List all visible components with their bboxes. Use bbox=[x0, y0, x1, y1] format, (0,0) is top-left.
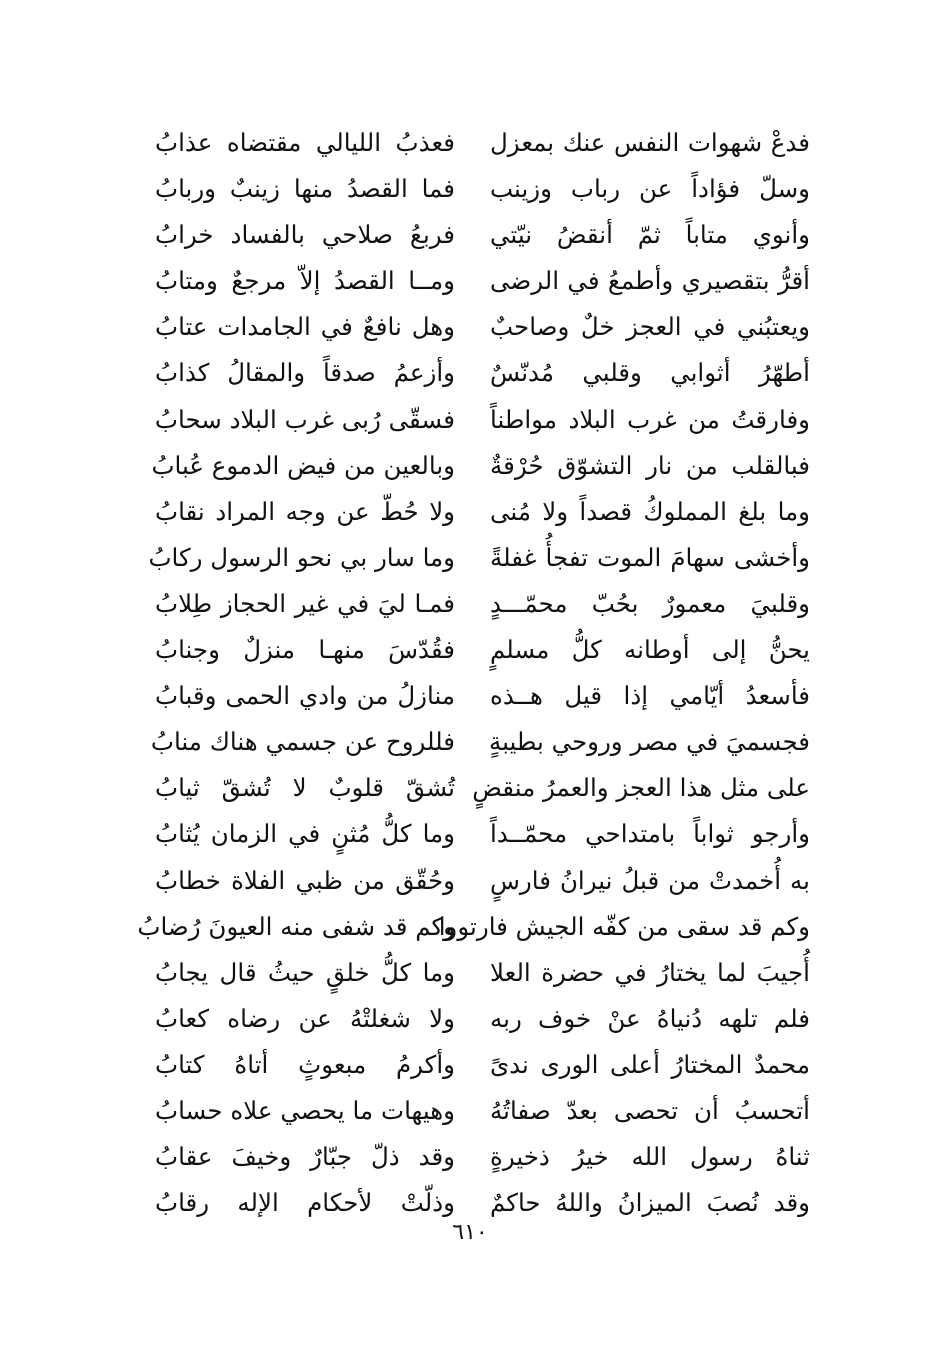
verse-first-hemistich: فأسعدُ أيّامي إذا قيل هــذه bbox=[490, 681, 810, 711]
verse-first-hemistich: ويعتبُني في العجز خلٌ وصاحبٌ bbox=[490, 312, 810, 342]
verse-second-hemistich: فللروح عن جسمي هناك منابُ bbox=[150, 727, 455, 757]
verse-second-hemistich: فسقّى رُبى غرب البلاد سحابُ bbox=[154, 404, 455, 434]
verse-first-hemistich: وسلّ فؤاداً عن رباب وزينب bbox=[490, 174, 810, 204]
verse bbox=[0, 719, 940, 765]
verse bbox=[0, 535, 940, 581]
verse bbox=[0, 304, 940, 350]
verse-first-hemistich: وما بلغ المملوكُ قصداً ولا مُنى bbox=[490, 496, 810, 526]
verse bbox=[0, 1134, 940, 1180]
poem bbox=[0, 120, 940, 1226]
verse bbox=[0, 258, 940, 304]
verse-first-hemistich: به أُخمدتْ من قبلُ نيرانُ فارسٍ bbox=[490, 865, 810, 895]
verse bbox=[0, 489, 940, 535]
verse-second-hemistich: وما سار بي نحو الرسول ركابُ bbox=[148, 542, 455, 572]
verse bbox=[0, 765, 940, 811]
verse-first-hemistich: ثناهُ رسول الله خيرُ ذخيرةٍ bbox=[490, 1142, 810, 1172]
verse-first-hemistich: على مثل هذا العجز والعمرُ منقضٍ bbox=[472, 773, 810, 803]
verse-first-hemistich: أتحسبُ أن تحصى بعدّ صفاتُهُ bbox=[490, 1095, 810, 1125]
verse bbox=[0, 627, 940, 673]
verse-first-hemistich: فلم تلهه دُنياهُ عنْ خوف ربه bbox=[490, 1003, 810, 1033]
verse-first-hemistich: محمدٌ المختارُ أعلى الورى ندىً bbox=[490, 1049, 810, 1079]
verse bbox=[0, 581, 940, 627]
verse-first-hemistich: وقد نُصبَ الميزانُ واللهُ حاكمٌ bbox=[490, 1188, 810, 1218]
verse bbox=[0, 443, 940, 489]
verse-first-hemistich: وفارقتُ من غرب البلاد مواطناً bbox=[490, 404, 810, 434]
verse bbox=[0, 120, 940, 166]
verse bbox=[0, 950, 940, 996]
verse-second-hemistich: وهل نافعٌ في الجامدات عتابُ bbox=[155, 312, 455, 342]
verse-first-hemistich: فدعْ شهوات النفس عنك بمعزل bbox=[490, 128, 810, 157]
verse-first-hemistich: فبالقلب من نار التشوّق حُرْقةٌ bbox=[490, 450, 810, 480]
verse-second-hemistich: وحُقّق من ظبي الفلاة خطابُ bbox=[155, 865, 455, 895]
verse-second-hemistich: ولا شغلتْهُ عن رضاه كعابُ bbox=[155, 1003, 455, 1033]
verse bbox=[0, 673, 940, 719]
verse-second-hemistich: وقد ذلّ جبّارٌ وخيفَ عقابُ bbox=[155, 1142, 455, 1172]
verse-second-hemistich: فما القصدُ منها زينبٌ وربابُ bbox=[155, 174, 455, 204]
verse-first-hemistich: وأرجو ثواباً بامتداحي محمّــداً bbox=[490, 819, 810, 849]
verse-second-hemistich: ومــا القصدُ إلاّ مرجعٌ ومتابُ bbox=[155, 266, 455, 296]
verse-second-hemistich: فربعُ صلاحي بالفساد خرابُ bbox=[155, 220, 455, 250]
verse-first-hemistich: وأخشى سهامَ الموت تفجأُ غفلةً bbox=[490, 542, 810, 572]
verse-second-hemistich: ولا حُطّ عن وجه المراد نقابُ bbox=[155, 496, 455, 526]
verse bbox=[0, 212, 940, 258]
verse-second-hemistich: تُشقّ قلوبٌ لا تُشقّ ثيابُ bbox=[155, 773, 455, 803]
verse bbox=[0, 397, 940, 443]
verse bbox=[0, 1088, 940, 1134]
verse-second-hemistich: وما كلُّ مُثنٍ في الزمان يُثابُ bbox=[155, 819, 455, 849]
verse-second-hemistich: فعذبُ الليالي مقتضاه عذابُ bbox=[155, 128, 455, 157]
verse-second-hemistich: وما كلُّ خلقٍ حيثُ قال يجابُ bbox=[155, 957, 455, 987]
verse bbox=[0, 811, 940, 857]
verse bbox=[0, 904, 940, 950]
verse-first-hemistich: أُجيبَ لما يختارُ في حضرة العلا bbox=[490, 957, 810, 987]
verse bbox=[0, 858, 940, 904]
verse-first-hemistich: وكم قد سقى من كفّه الجيش فارتووا bbox=[438, 911, 810, 941]
verse bbox=[0, 1042, 940, 1088]
verse-first-hemistich: فجسميَ في مصر وروحي بطيبةٍ bbox=[488, 727, 810, 757]
verse-first-hemistich: وأنوي متاباً ثمّ أنقضُ نيّتي bbox=[490, 220, 810, 250]
verse-second-hemistich: فمـا ليَ في غير الحجاز طِلابُ bbox=[155, 588, 455, 618]
verse-first-hemistich: أطهّرُ أثوابي وقلبي مُدنّسٌ bbox=[490, 358, 810, 388]
verse bbox=[0, 166, 940, 212]
verse-second-hemistich: منازلُ من وادي الحمى وقبابُ bbox=[155, 681, 455, 711]
verse-second-hemistich: وأزعمُ صدقاً والمقالُ كذابُ bbox=[155, 358, 455, 388]
verse-second-hemistich: وبالعين من فيض الدموع عُبابُ bbox=[151, 450, 455, 480]
verse-first-hemistich: أقرُّ بتقصيري وأطمعُ في الرضى bbox=[490, 266, 810, 296]
verse-second-hemistich: وذلّتْ لأحكام الإله رقابُ bbox=[155, 1188, 455, 1218]
verse-second-hemistich: وكم قد شفى منه العيونَ رُضابُ bbox=[137, 911, 455, 941]
verse-second-hemistich: وهيهات ما يحصي علاه حسابُ bbox=[155, 1095, 455, 1125]
verse-second-hemistich: فقُدّسَ منهـا منزلٌ وجنابُ bbox=[155, 635, 455, 665]
page-number: ٦١٠ bbox=[452, 1220, 488, 1245]
verse-second-hemistich: وأكرمُ مبعوثٍ أتاهُ كتابُ bbox=[155, 1049, 455, 1079]
verse-first-hemistich: يحنُّ إلى أوطانه كلُّ مسلمٍ bbox=[490, 635, 810, 665]
verse bbox=[0, 996, 940, 1042]
verse bbox=[0, 350, 940, 396]
verse-first-hemistich: وقلبيَ معمورٌ بحُبّ محمّـــدٍ bbox=[490, 588, 810, 618]
